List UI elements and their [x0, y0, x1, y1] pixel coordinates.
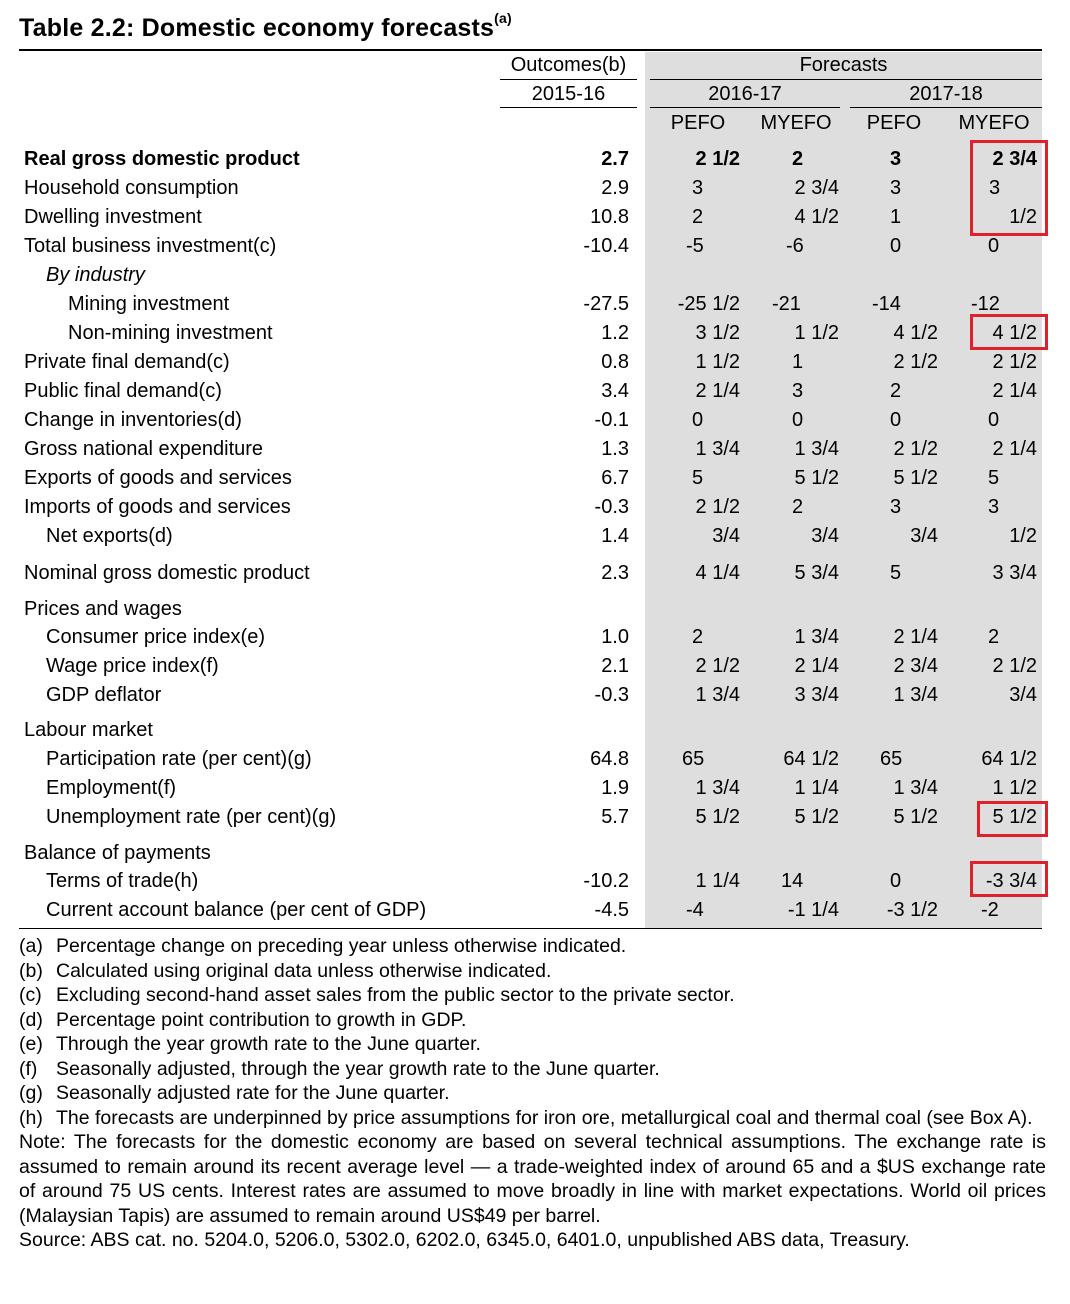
pefo-2016-17-cell: 65 [682, 748, 705, 770]
pefo-2016-17-cell: 0 [692, 409, 704, 431]
footnote-text: Percentage change on preceding year unless otherwise indicated. [56, 935, 627, 957]
pefo-2017-18-cell: 2 [890, 380, 902, 402]
row-label: Real gross domestic product [24, 148, 300, 170]
table-row [0, 290, 1070, 318]
pefo-2016-17-cell: 1 1/4 [695, 870, 740, 892]
row-label: Household consumption [24, 177, 239, 199]
row-label: Exports of goods and services [24, 467, 292, 489]
pefo-2017-18-cell: 0 [890, 409, 902, 431]
myefo-2017-18-cell: 0 [988, 409, 1000, 431]
row-label: By industry [46, 264, 145, 286]
myefo-2016-17-cell: 3/4 [811, 525, 839, 547]
table-row [0, 174, 1070, 202]
outcome-2015-16-cell: 1.0 [601, 626, 629, 648]
row-label: Gross national expenditure [24, 438, 264, 460]
row-label: Dwelling investment [24, 206, 202, 228]
row-label: Terms of trade(h) [46, 870, 199, 892]
table-row [0, 435, 1070, 463]
outcome-2015-16-cell: -4.5 [594, 899, 629, 921]
myefo-2016-17-cell: -1 1/4 [787, 899, 839, 921]
pefo-2016-header: PEFO [670, 112, 726, 134]
myefo-2017-18-cell: 3 [988, 496, 1000, 518]
pefo-2016-17-cell: 1 3/4 [695, 777, 740, 799]
myefo-2017-18-cell: 1 1/2 [992, 777, 1037, 799]
pefo-2016-17-cell: 3 [692, 177, 704, 199]
table-row [0, 348, 1070, 376]
row-label: Balance of payments [24, 842, 211, 864]
pefo-2016-17-cell: 5 [692, 467, 704, 489]
pefo-2016-17-cell: 2 1/2 [695, 148, 740, 170]
footnote [19, 1008, 1046, 1033]
myefo-2017-18-cell: 5 [988, 467, 1000, 489]
myefo-2016-17-cell: 2 [792, 148, 804, 170]
table-row [0, 839, 1070, 867]
row-label: Prices and wages [24, 598, 182, 620]
outcome-2015-16-cell: -27.5 [583, 293, 629, 315]
pefo-2017-18-cell: 3 [890, 148, 902, 170]
pefo-2016-17-cell: 2 1/4 [695, 380, 740, 402]
myefo-2016-17-cell: 2 1/4 [794, 655, 839, 677]
outcome-2015-16-cell: 1.4 [601, 525, 629, 547]
myefo-2016-17-cell: 5 3/4 [794, 562, 839, 584]
pefo-2016-17-cell: 2 1/2 [695, 496, 740, 518]
footnote-text: Through the year growth rate to the June quarter. [56, 1033, 481, 1055]
table-row [0, 745, 1070, 773]
row-label: Participation rate (per cent)(g) [46, 748, 312, 770]
footnote-key: (g) [19, 1082, 43, 1104]
myefo-2017-18-cell: 0 [988, 235, 1000, 257]
outcome-2015-16-cell: 1.2 [601, 322, 629, 344]
myefo-2016-17-cell: 5 1/2 [794, 467, 839, 489]
table-row [0, 493, 1070, 521]
myefo-2017-18-cell: 2 1/4 [992, 438, 1037, 460]
pefo-2017-18-cell: 4 1/2 [893, 322, 938, 344]
table-row [0, 681, 1070, 709]
footnote-text: Excluding second-hand asset sales from the public sector to the private sector. [56, 984, 735, 1006]
outcome-2015-16-cell: 2.7 [601, 148, 629, 170]
pefo-2016-17-cell: 3 1/2 [695, 322, 740, 344]
row-label: Net exports(d) [46, 525, 173, 547]
outcome-2015-16-cell: 2.3 [601, 562, 629, 584]
source-line: Source: ABS cat. no. 5204.0, 5206.0, 5302.0, 6202.0, 6345.0, 6401.0, unpublished ABS data, Treasury. [19, 1229, 910, 1251]
outcome-2015-16-cell: 10.8 [590, 206, 629, 228]
footnote [19, 1106, 1046, 1131]
year2-rule [850, 107, 1042, 108]
table-notes [19, 934, 1046, 1253]
forecasts-header-rule [650, 79, 1042, 80]
myefo-2016-17-cell: 3 3/4 [794, 684, 839, 706]
pefo-2017-18-cell: 3 [890, 177, 902, 199]
pefo-2016-17-cell: 1 3/4 [695, 684, 740, 706]
highlight-box-non-mining [970, 314, 1048, 350]
footnote [19, 934, 1046, 959]
table-row [0, 319, 1070, 347]
row-label: Public final demand(c) [24, 380, 222, 402]
row-label: Total business investment(c) [24, 235, 277, 257]
myefo-2017-18-cell: 2 1/4 [992, 380, 1037, 402]
table-row [0, 803, 1070, 831]
outcome-2015-16-cell: 2.9 [601, 177, 629, 199]
row-label: Labour market [24, 719, 153, 741]
table-row [0, 595, 1070, 623]
pefo-2017-18-cell: 1 3/4 [893, 684, 938, 706]
outcome-2015-16-cell: -0.1 [594, 409, 629, 431]
row-label: Non-mining investment [68, 322, 273, 344]
myefo-2017-18-cell: 1/2 [1009, 206, 1037, 228]
table-top-rule [19, 49, 1042, 51]
myefo-2017-18-cell: 1/2 [1009, 525, 1037, 547]
outcomes-header: Outcomes(b) [510, 54, 627, 76]
myefo-2017-18-cell: 2 3/4 [992, 148, 1037, 170]
myefo-2016-17-cell: 1 [792, 351, 804, 373]
year-outcome-header: 2015-16 [531, 83, 606, 105]
pefo-2016-17-cell: -4 [686, 899, 704, 921]
table-row [0, 406, 1070, 434]
pefo-2017-18-cell: 3/4 [910, 525, 938, 547]
highlight-box-unemployment [977, 801, 1048, 837]
pefo-2016-17-cell: 1 3/4 [695, 438, 740, 460]
footnote-key: (b) [19, 959, 43, 982]
highlight-box-terms-of-trade [970, 861, 1048, 897]
pefo-2017-18-cell: 5 1/2 [893, 467, 938, 489]
myefo-2017-18-cell: -2 [981, 899, 999, 921]
year1-rule [650, 107, 840, 108]
row-label: GDP deflator [46, 684, 162, 706]
title-footnote-marker: (a) [494, 10, 512, 26]
pefo-2017-18-cell: 2 1/4 [893, 626, 938, 648]
row-label: Consumer price index(e) [46, 626, 265, 648]
row-label: Change in inventories(d) [24, 409, 242, 431]
myefo-2016-17-cell: -6 [786, 235, 804, 257]
table-row [0, 232, 1070, 260]
myefo-2016-17-cell: 64 1/2 [783, 748, 839, 770]
footnote [19, 983, 1046, 1008]
pefo-2017-18-cell: 2 1/2 [893, 351, 938, 373]
table-title: Table 2.2: Domestic economy forecasts$^{(a)}$ [19, 10, 512, 42]
forecasts-header: Forecasts [799, 54, 888, 76]
table-row [0, 716, 1070, 744]
year-outcome-rule [500, 107, 637, 108]
year2-header: 2017-18 [909, 83, 983, 105]
pefo-2017-header: PEFO [866, 112, 922, 134]
row-label: Mining investment [68, 293, 230, 315]
pefo-2016-17-cell: 2 1/2 [695, 655, 740, 677]
footnote [19, 1057, 1046, 1082]
pefo-2017-18-cell: 2 1/2 [893, 438, 938, 460]
table-row [0, 261, 1070, 289]
pefo-2017-18-cell: 2 3/4 [893, 655, 938, 677]
myefo-2016-17-cell: 2 3/4 [794, 177, 839, 199]
footnote-key: (f) [19, 1057, 38, 1080]
myefo-2017-header: MYEFO [958, 112, 1030, 134]
myefo-2017-18-cell: 2 1/2 [992, 351, 1037, 373]
pefo-2017-18-cell: 0 [890, 870, 902, 892]
pefo-2016-17-cell: 2 [692, 206, 704, 228]
assumptions-note: Note: The forecasts for the domestic economy are based on several technical assumptions. The exchange rate is assumed to remain around its recent average level — a trade-weighted index of around 65 and a $US exchange rate of around 75 US cents. Interest rates are assumed to move broadly in line with market expectations. World oil prices (Malaysian Tapis) are assumed to remain around US$49 per barrel. [19, 1131, 1046, 1227]
myefo-2017-18-cell: 5 1/2 [992, 806, 1037, 828]
myefo-2017-18-cell: -12 [971, 293, 1000, 315]
myefo-2016-17-cell: 14 [781, 870, 804, 892]
outcome-2015-16-cell: 64.8 [590, 748, 629, 770]
footnote-key: (h) [19, 1106, 43, 1129]
footnote-text: The forecasts are underpinned by price assumptions for iron ore, metallurgical coal and thermal coal (see Box A). [56, 1106, 1033, 1129]
pefo-2017-18-cell: 5 1/2 [893, 806, 938, 828]
pefo-2016-17-cell: 3/4 [712, 525, 740, 547]
pefo-2016-17-cell: 4 1/4 [695, 562, 740, 584]
myefo-2017-18-cell: 3/4 [1009, 684, 1037, 706]
myefo-2017-18-cell: 4 1/2 [992, 322, 1037, 344]
outcome-2015-16-cell: 0.8 [601, 351, 629, 373]
row-label: Employment(f) [46, 777, 177, 799]
highlight-box-gdp-consumption-dwelling [970, 140, 1048, 236]
footnote-text: Percentage point contribution to growth in GDP. [56, 1008, 467, 1031]
outcome-2015-16-cell: -0.3 [594, 684, 629, 706]
footnote-key: (c) [19, 984, 42, 1006]
myefo-2016-17-cell: 1 3/4 [794, 438, 839, 460]
outcome-2015-16-cell: 1.3 [601, 438, 629, 460]
footnote-text: Seasonally adjusted rate for the June quarter. [56, 1082, 450, 1104]
myefo-2017-18-cell: 2 [988, 626, 1000, 648]
pefo-2017-18-cell: 1 [890, 206, 902, 228]
myefo-2016-17-cell: 5 1/2 [794, 806, 839, 828]
myefo-2016-17-cell: 1 1/2 [794, 322, 839, 344]
outcomes-header-rule [500, 79, 637, 80]
table-row [0, 652, 1070, 680]
footnote [19, 1081, 1046, 1106]
table-row [0, 867, 1070, 895]
myefo-2016-17-cell: 0 [792, 409, 804, 431]
pefo-2017-18-cell: -14 [872, 293, 901, 315]
myefo-2016-17-cell: 2 [792, 496, 804, 518]
table-row [0, 774, 1070, 802]
footnote [19, 959, 1046, 984]
outcome-2015-16-cell: -10.4 [583, 235, 629, 257]
myefo-2017-18-cell: -3 3/4 [985, 870, 1037, 892]
pefo-2017-18-cell: 0 [890, 235, 902, 257]
year1-header: 2016-17 [708, 83, 782, 105]
pefo-2016-17-cell: 5 1/2 [695, 806, 740, 828]
row-label: Imports of goods and services [24, 496, 291, 518]
footnote-text: Calculated using original data unless otherwise indicated. [56, 959, 552, 982]
myefo-2017-18-cell: 3 3/4 [992, 562, 1037, 584]
outcome-2015-16-cell: -10.2 [583, 870, 629, 892]
footnote-key: (a) [19, 935, 43, 957]
table-row [0, 522, 1070, 550]
table-row [0, 203, 1070, 231]
pefo-2016-17-cell: -5 [686, 235, 704, 257]
pefo-2017-18-cell: -3 1/2 [886, 899, 938, 921]
table-row [0, 559, 1070, 587]
myefo-2016-17-cell: 1 3/4 [794, 626, 839, 648]
pefo-2016-17-cell: 1 1/2 [695, 351, 740, 373]
outcome-2015-16-cell: 2.1 [601, 655, 629, 677]
footnote-key: (e) [19, 1033, 43, 1055]
myefo-2016-17-cell: 4 1/2 [794, 206, 839, 228]
outcome-2015-16-cell: 6.7 [601, 467, 629, 489]
outcome-2015-16-cell: 1.9 [601, 777, 629, 799]
outcome-2015-16-cell: 5.7 [601, 806, 629, 828]
table-row [0, 377, 1070, 405]
pefo-2016-17-cell: -25 1/2 [677, 293, 740, 315]
row-label: Wage price index(f) [46, 655, 219, 677]
pefo-2017-18-cell: 5 [890, 562, 902, 584]
myefo-2016-17-cell: 3 [792, 380, 804, 402]
myefo-2016-17-cell: 1 1/4 [794, 777, 839, 799]
row-label: Current account balance (per cent of GDP) [46, 899, 427, 921]
row-label: Private final demand(c) [24, 351, 230, 373]
table-row [0, 464, 1070, 492]
table-row [0, 623, 1070, 651]
pefo-2017-18-cell: 3 [890, 496, 902, 518]
table-bottom-rule [19, 928, 1042, 929]
footnote-key: (d) [19, 1008, 43, 1031]
myefo-2017-18-cell: 2 1/2 [992, 655, 1037, 677]
footnote [19, 1032, 1046, 1057]
myefo-2016-17-cell: -21 [772, 293, 801, 315]
table-row [0, 145, 1070, 173]
outcome-2015-16-cell: -0.3 [594, 496, 629, 518]
myefo-2017-18-cell: 64 1/2 [981, 748, 1037, 770]
table-row [0, 896, 1070, 924]
pefo-2017-18-cell: 1 3/4 [893, 777, 938, 799]
footnote-text: Seasonally adjusted, through the year growth rate to the June quarter. [56, 1057, 660, 1080]
row-label: Unemployment rate (per cent)(g) [46, 806, 337, 828]
myefo-2017-18-cell: 3 [989, 177, 1001, 199]
row-label: Nominal gross domestic product [24, 562, 310, 584]
pefo-2016-17-cell: 2 [692, 626, 704, 648]
myefo-2016-header: MYEFO [760, 112, 832, 134]
outcome-2015-16-cell: 3.4 [601, 380, 629, 402]
footnotes-list [19, 934, 1046, 1130]
pefo-2017-18-cell: 65 [880, 748, 903, 770]
